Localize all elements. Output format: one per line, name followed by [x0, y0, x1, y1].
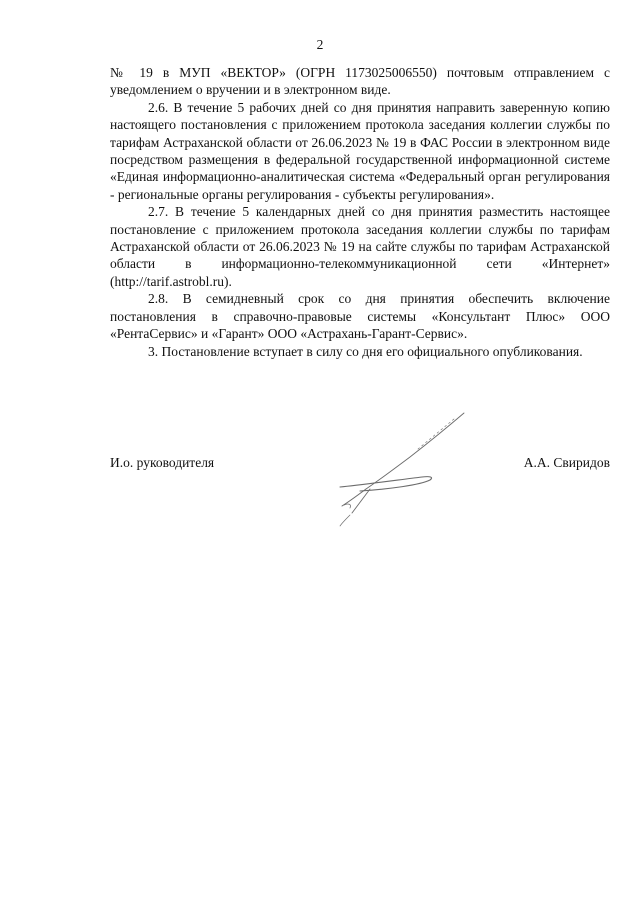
signatory-name: А.А. Свиридов [523, 455, 610, 470]
handwritten-signature-icon [330, 405, 475, 530]
paragraph-2-6: 2.6. В течение 5 рабочих дней со дня принятия направить заверенную копию настоящего постановления с приложением протокола заседания коллегии службы по тарифам Астраханской области от 26.06.2023 № 19 в ФАС России в электронном виде посредством размещения в федеральной государственной информационной системе «Единая информационно-аналитическая система «Федеральный орган регулирования - региональные органы регулирования - субъекты регулирования». [110, 99, 610, 202]
paragraph-2-7: 2.7. В течение 5 календарных дней со дня принятия разместить настоящее постановление с приложением протокола заседания коллегии службы по тарифам Астраханской области от 26.06.2023 № 19 на сайте службы по тарифам Астраханской области в информационно-телекоммуникационной сети «Интернет» (http://tarif.astrobl.ru). [110, 204, 610, 289]
paragraph-2-8: 2.8. В семидневный срок со дня принятия обеспечить включение постановления в справочно-правовые системы «Консультант Плюс» ООО «РентаСервис» и «Гарант» ООО «Астрахань-Гарант-Сервис». [110, 291, 610, 342]
signatory-role: И.о. руководителя [110, 455, 215, 470]
page-number: 2 [316, 37, 324, 52]
document-body [110, 64, 610, 360]
paragraph-continuation: № 19 в МУП «ВЕКТОР» (ОГРН 1173025006550) почтовым отправлением с уведомлением о вручении и в электронном виде. [110, 65, 610, 98]
paragraph-3: 3. Постановление вступает в силу со дня его официального опубликования. [148, 343, 583, 359]
